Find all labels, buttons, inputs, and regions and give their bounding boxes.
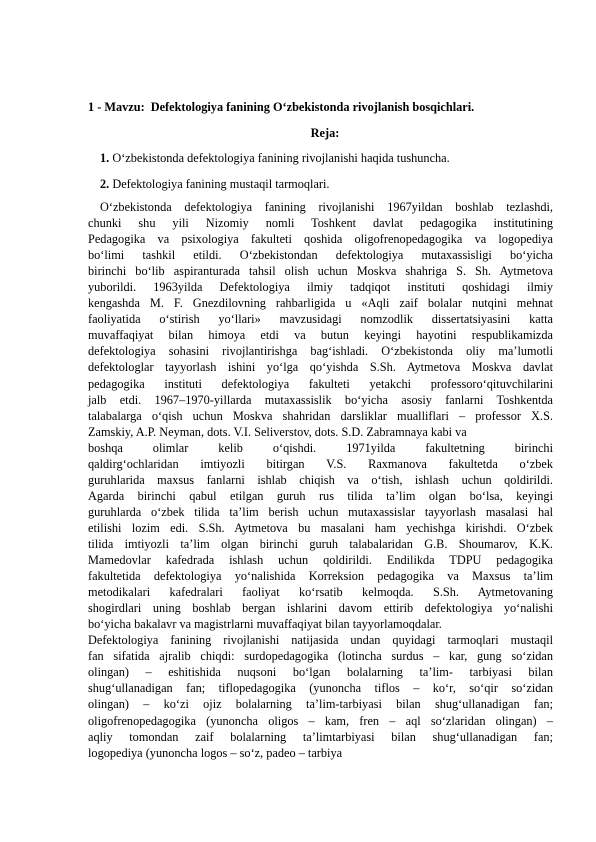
plan-item-text: O‘zbekistonda defektologiya fanining rivojlanishi haqida tushuncha. xyxy=(112,151,450,165)
topic-title: Defektologiya fanining O‘zbekistonda rivojlanish bosqichlari. xyxy=(150,100,475,114)
body-line: fakultetida defektologiya yo‘nalishida Korreksion pedagogika va Maxsus ta’lim xyxy=(88,569,553,584)
body-line: Agarda birinchi qabul etilgan guruh rus tilida ta’lim olgan bo‘lsa, keyingi xyxy=(88,488,553,503)
plan-item xyxy=(100,150,450,166)
body-line: talabalarga o‘qish uchun Moskva shahridan darsliklar mualliflari – professor X.S. xyxy=(88,408,553,423)
plan-item-text: Defektologiya fanining mustaqil tarmoqlari. xyxy=(112,177,330,191)
body-line: olingan) – ko‘zi ojiz bolalarning ta’lim-tarbiyasi bilan shug‘ullanadigan fan; xyxy=(88,697,553,712)
topic-label: 1 - Mavzu: xyxy=(88,100,145,114)
body-line: chunki shu yili Nizomiy nomli Toshkent davlat pedagogika institutining xyxy=(88,216,553,231)
body-line: qaldirg‘ochlaridan imtiyozli bitirgan V.S. Raxmanova fakultetda o‘zbek xyxy=(88,456,553,471)
body-line: logopediya (yunoncha logos – so‘z, padeo – tarbiya xyxy=(88,745,343,760)
body-line: shogirdlari uning boshlab bergan ishlarini davom ettirib defektologiya yo‘nalishi xyxy=(88,601,553,616)
body-line: etilishi lozim edi. S.Sh. Aytmetova bu masalani ham yechishga kirishdi. O‘zbek xyxy=(88,520,553,535)
body-line: guruhlarida maxsus fanlarni ishlab chiqish va o‘tish, ishlash uchun qoldirildi. xyxy=(88,472,553,487)
topic-heading xyxy=(88,99,548,115)
body-line: Mamedovlar kafedrada ishlash uchun qoldirildi. Endilikda TDPU pedagogika xyxy=(88,553,553,568)
body-line: boshqa olimlar kelib o‘qishdi. 1971yilda fakultetning birinchi xyxy=(88,440,553,455)
body-line: tilida imtiyozli ta’lim olgan birinchi guruh talabalaridan G.B. Shoumarov, K.K. xyxy=(88,536,553,551)
plan-item-number: 2. xyxy=(100,177,110,191)
body-line: bo‘yicha bakalavr va magistrlarni muvaffaqiyat bilan tayyorlamoqdalar. xyxy=(88,617,442,632)
body-line: bo‘limi tashkil etildi. O‘zbekistondan defektologiya mutaxassisligi bo‘yicha xyxy=(88,248,553,263)
body-line: O‘zbekistonda defektologiya fanining rivojlanishi 1967yildan boshlab tezlashdi, xyxy=(100,200,553,214)
body-line: shug‘ullanadigan fan; tiflopedagogika (yunoncha tiflos – ko‘r, so‘qir so‘zidan xyxy=(88,681,553,696)
body-line: birinchi bo‘lib aspiranturada tahsil olish uchun Moskva shahriga S. Sh. Aytmetova xyxy=(88,264,553,279)
body-line: fan sifatida ajralib chiqdi: surdopedagogika (lotincha surdus – kar, gung so‘zidan xyxy=(88,649,553,664)
body-line: kengashda M. F. Gnezdilovning rahbarligida u «Aqli zaif bolalar nutqini mehnat xyxy=(88,296,553,311)
plan-item xyxy=(100,176,330,192)
body-line: aqliy tomondan zaif bolalarning ta’limtarbiyasi bilan shug‘ullanadigan fan; xyxy=(88,729,553,744)
body-line: jalb etdi. 1967–1970-yillarda mutaxassislik bo‘yicha asosiy fanlarni Toshkentda xyxy=(88,392,553,407)
body-line: yuborildi. 1963yilda Defektologiya ilmiy tadqiqot instituti qoshidagi ilmiy xyxy=(88,280,553,295)
body-line: faoliyatida o‘stirish yo‘llari» mavzusidagi nomzodlik dissertatsiyasini katta xyxy=(88,312,553,327)
body-line: metodikalari kafedralari faoliyat ko‘rsatib kelmoqda. S.Sh. Aytmetovaning xyxy=(88,585,553,600)
body-line: guruhlarda o‘zbek tilida ta’lim berish uchun mutaxassislar tayyorlash masalasi hal xyxy=(88,504,553,519)
body-paragraph xyxy=(88,199,553,761)
body-line: Zamskiy, A.P. Neyman, dots. V.I. Seliverstov, dots. S.D. Zabramnaya kabi va xyxy=(88,424,467,439)
body-line: Defektologiya fanining rivojlanishi natijasida undan quyidagi tarmoqlari mustaqil xyxy=(88,633,553,648)
body-line: defektologiya sohasini rivojlantirishga bag‘ishladi. O‘zbekistonda oliy ma’lumotli xyxy=(88,344,553,359)
body-line: pedagogika instituti defektologiya fakulteti yetakchi professoro‘qituvchilarini xyxy=(88,376,553,391)
body-line: defektologlar tayyorlash ishini yo‘lga qo‘yishda S.Sh. Aytmetova Moskva davlat xyxy=(88,360,553,375)
body-line: Pedagogika va psixologiya fakulteti qoshida oligofrenopedagogika va logopediya xyxy=(88,232,553,247)
plan-item-number: 1. xyxy=(100,151,110,165)
body-line: oligofrenopedagogika (yunoncha oligos – kam, fren – aql so‘zlaridan olingan) – xyxy=(88,713,553,728)
body-line: olingan) – eshitishida nuqsoni bo‘lgan bolalarning ta’lim- tarbiyasi bilan xyxy=(88,665,553,680)
body-line: muvaffaqiyat bilan himoya etdi va butun keyingi hayotini respublikamizda xyxy=(88,328,553,343)
plan-heading: Reja: xyxy=(310,126,340,140)
